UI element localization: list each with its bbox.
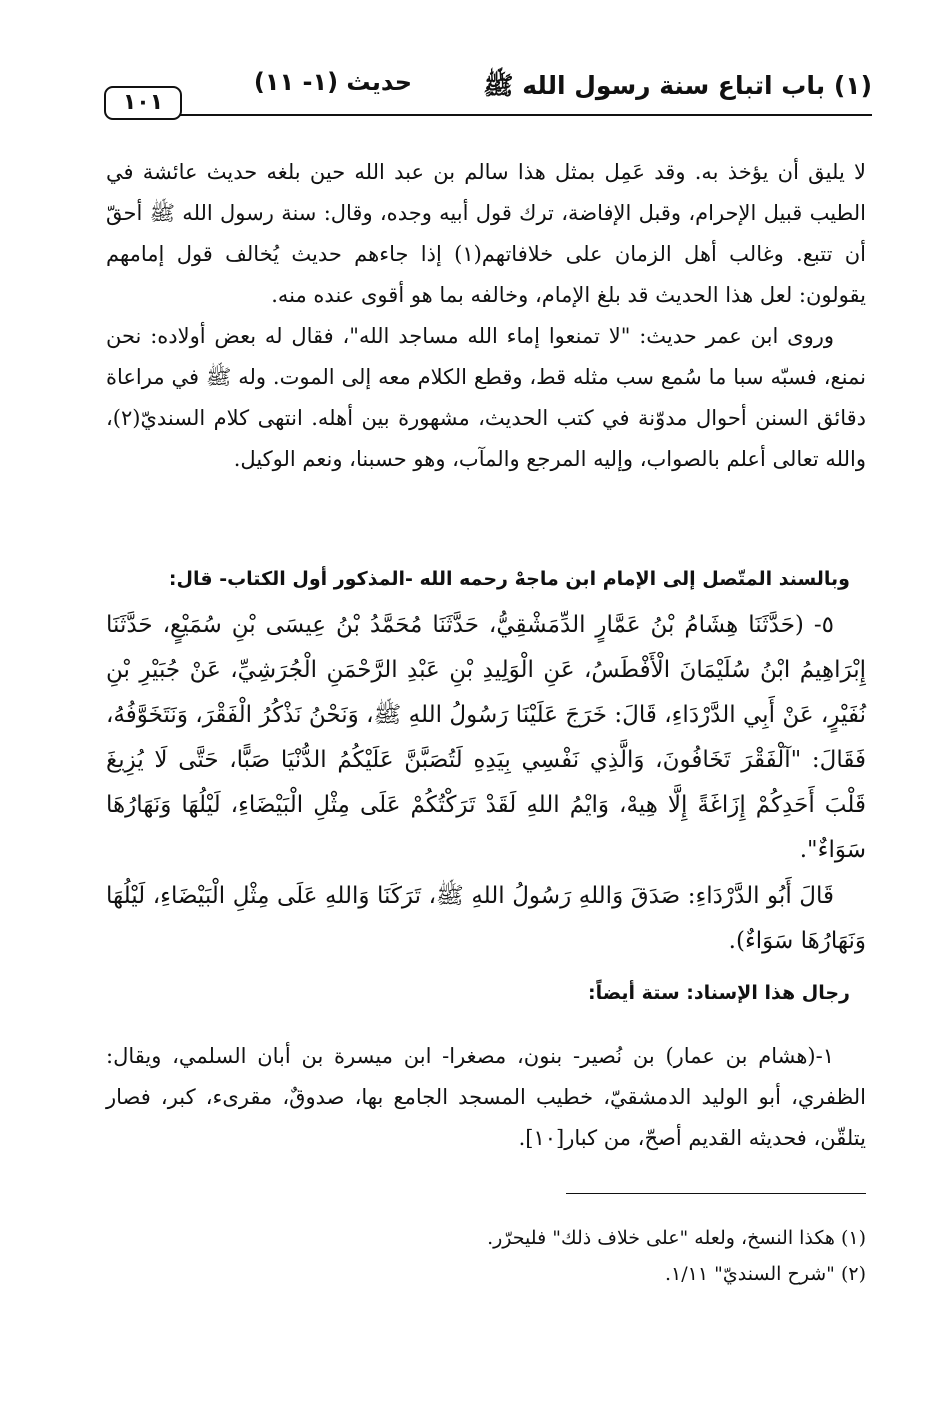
body-text-2 bbox=[106, 316, 866, 480]
narrators-block bbox=[106, 1036, 866, 1159]
paragraph-2: وروى ابن عمر حديث: "لا تمنعوا إماء الله مساجد الله"، فقال له بعض أولاده: نحن نمنع، فسبّه سبا ما سُمع سب مثله قط، وقطع الكلام معه إلى الموت. وله ﷺ في مراعاة دقائق السنن أحوال مدوّنة في كتب الحديث، مشهورة بين أهله. انتهى كلام السنديّ(٢)، والله تعالى أعلم بالصواب، وإليه المرجع والمآب، وهو حسبنا، ونعم الوكيل. bbox=[106, 324, 866, 471]
hadith-text: ٥- (حَدَّثَنَا هِشَامُ بْنُ عَمَّارٍ الدِّمَشْقِيُّ، حَدَّثَنَا مُحَمَّدُ بْنُ عِيسَى بْنِ سُمَيْعٍ، حَدَّثَنَا إِبْرَاهِيمُ ابْنُ سُلَيْمَانَ الْأَفْطَسُ، عَنِ الْوَلِيدِ بْنِ عَبْدِ الرَّحْمَنِ الْجُرَشِيِّ، عَنْ جُبَيْرِ بْنِ نُفَيْرٍ، عَنْ أَبِي الدَّرْدَاءِ، قَالَ: خَرَجَ عَلَيْنَا رَسُولُ اللهِ ﷺ، وَنَحْنُ نَذْكُرُ الْفَقْرَ، وَنَتَخَوَّفُهُ، فَقَالَ: "آلْفَقْرَ تَخَافُونَ، وَالَّذِي نَفْسِي بِيَدِهِ لَتُصَبَّنَّ عَلَيْكُمُ الدُّنْيَا صَبًّا، حَتَّى لَا يُزِيغَ قَلْبَ أَحَدِكُمْ إِزَاغَةً إِلَّا هِيهْ، وَايْمُ اللهِ لَقَدْ تَرَكْتُكُمْ عَلَى مِثْلِ الْبَيْضَاءِ، لَيْلُهَا وَنَهَارُهَا سَوَاءٌ". bbox=[106, 612, 866, 863]
isnad-heading-block bbox=[106, 560, 866, 598]
paragraph-1: لا يليق أن يؤخذ به. وقد عَمِل بمثل هذا سالم بن عبد الله حين بلغه حديث عائشة في الطيب قبيل الإحرام، وقبل الإفاضة، ترك قول أبيه وجده، وقال: سنة رسول الله ﷺ أحقّ أن تتبع. وغالب أهل الزمان على خلافاتهم(١) إذا جاءهم حديث يُخالف قول إمامهم يقولون: لعل هذا الحديث قد بلغ الإمام، وخالفه بما هو أقوى عنده منه. bbox=[106, 160, 866, 307]
narrators-heading-block bbox=[106, 974, 866, 1012]
footnote-separator bbox=[566, 1193, 866, 1194]
hadith-block-2 bbox=[106, 874, 866, 964]
chapter-title: (١) باب اتباع سنة رسول الله ﷺ bbox=[483, 71, 872, 100]
footnote-1: (١) هكذا النسخ، ولعله "على خلاف ذلك" فليحرّر. bbox=[487, 1227, 866, 1249]
body-text bbox=[106, 152, 866, 316]
page-number: ١٠١ bbox=[104, 86, 182, 120]
hadith-range: حديث (١- ١١) bbox=[253, 68, 412, 96]
hadith-block bbox=[106, 603, 866, 873]
narrators-heading: رجال هذا الإسناد: ستة أيضاً: bbox=[587, 982, 850, 1004]
header-rule bbox=[180, 114, 872, 116]
footnotes bbox=[300, 1220, 866, 1292]
page-header bbox=[100, 62, 872, 122]
footnote-2: (٢) "شرح السنديّ" ١/١١. bbox=[665, 1263, 866, 1285]
narrator-entry-1: ١-(هشام بن عمار) بن نُصير- بنون، مصغرا- ابن ميسرة بن أبان السلمي، ويقال: الظفري، أبو الوليد الدمشقيّ، خطيب المسجد الجامع بها، صدوقٌ، مقرىء، كبر، فصار يتلقّن، فحديثه القديم أصحّ، من كبار[١٠]. bbox=[106, 1044, 866, 1150]
hadith-commentary: قَالَ أَبُو الدَّرْدَاءِ: صَدَقَ وَاللهِ رَسُولُ اللهِ ﷺ، تَرَكَنَا وَاللهِ عَلَى مِثْلِ الْبَيْضَاءِ، لَيْلُهَا وَنَهَارُهَا سَوَاءٌ). bbox=[106, 883, 866, 954]
section-heading: وبالسند المتّصل إلى الإمام ابن ماجهْ رحمه الله -المذكور أول الكتاب- قال: bbox=[168, 568, 850, 590]
